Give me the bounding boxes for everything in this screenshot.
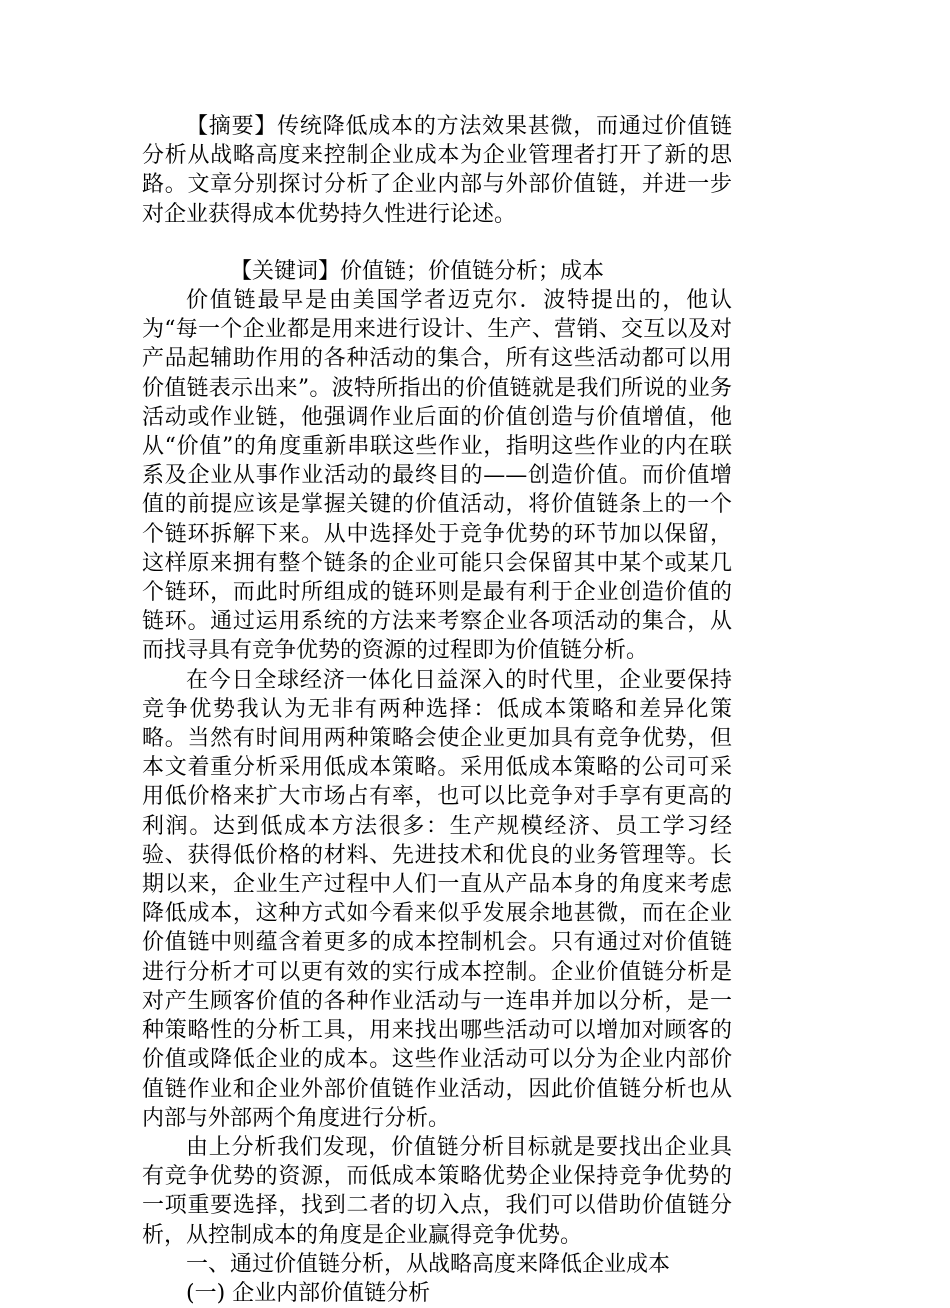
body-paragraph-1: 价值链最早是由美国学者迈克尔．波特提出的，他认为“每一个企业都是用来进行设计、生产、营销、交互以及对产品起辅助作用的各种活动的集合，所有这些活动都可以用价值链表示出来”。波特所指出的价值链就是我们所说的业务活动或作业链，他强调作业后面的价值创造与价值增值，他从“价值”的角度重新串联这些作业，指明这些作业的内在联系及企业从事作业活动的最终目的——创造价值。而价值增值的前提应该是掌握关键的价值活动，将价值链条上的一个个链环拆解下来。从中选择处于竞争优势的环节加以保留，这样原来拥有整个链条的企业可能只会保留其中某个或某几个链环，而此时所组成的链环则是最有利于企业创造价值的链环。通过运用系统的方法来考察企业各项活动的集合，从而找寻具有竞争优势的资源的过程即为价值链分析。 [142,288,732,664]
abstract-paragraph: 【摘要】传统降低成本的方法效果甚微，而通过价值链分析从战略高度来控制企业成本为企业管理者打开了新的思路。文章分别探讨分析了企业内部与外部价值链，并进一步对企业获得成本优势持久性进行论述。 [142,114,732,227]
body-paragraph-2: 在今日全球经济一体化日益深入的时代里，企业要保持竞争优势我认为无非有两种选择：低成本策略和差异化策略。当然有时间用两种策略会使企业更加具有竞争优势，但本文着重分析采用低成本策略。采用低成本策略的公司可采用低价格来扩大市场占有率，也可以比竞争对手享有更高的利润。达到低成本方法很多：生产规模经济、员工学习经验、获得低价格的材料、先进技术和优良的业务管理等。长期以来，企业生产过程中人们一直从产品本身的角度来考虑降低成本，这种方式如今看来似乎发展余地甚微，而在企业价值链中则蕴含着更多的成本控制机会。只有通过对价值链进行分析才可以更有效的实行成本控制。企业价值链分析是对产生顾客价值的各种作业活动与一连串并加以分析，是一种策略性的分析工具，用来找出哪些活动可以增加对顾客的价值或降低企业的成本。这些作业活动可以分为企业内部价值链作业和企业外部价值链作业活动，因此价值链分析也从内部与外部两个角度进行分析。 [142,667,732,1131]
keywords-line: 【关键词】价值链；价值链分析；成本 [230,258,605,284]
section-heading-1: 一、通过价值链分析，从战略高度来降低企业成本 [186,1251,671,1277]
subsection-heading-1: (一) 企业内部价值链分析 [186,1280,431,1306]
body-paragraph-3: 由上分析我们发现，价值链分析目标就是要找出企业具有竞争优势的资源，而低成本策略优势企业保持竞争优势的一项重要选择，找到二者的切入点，我们可以借助价值链分析，从控制成本的角度是企业赢得竞争优势。 [142,1134,732,1248]
document-body [142,112,732,1308]
